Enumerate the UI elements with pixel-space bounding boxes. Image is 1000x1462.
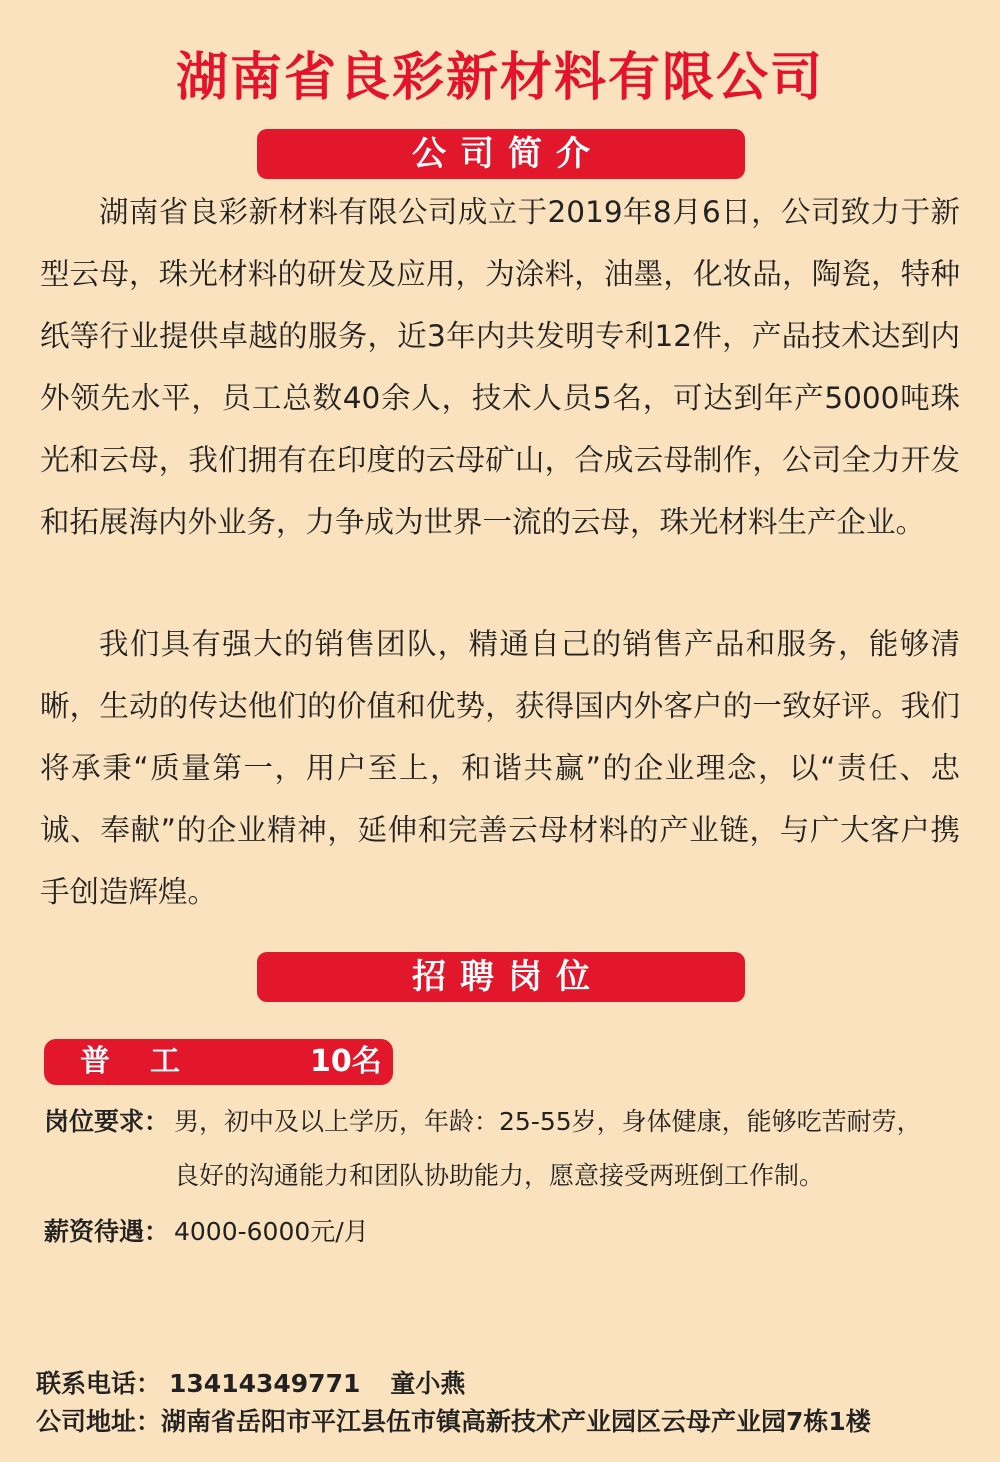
- requirements-line-2: 良好的沟通能力和团队协助能力，愿意接受两班倒工作制。: [174, 1161, 825, 1190]
- company-title: 湖南省良彩新材料有限公司: [175, 48, 824, 108]
- salary-value: 4000-6000元/月: [174, 1217, 369, 1246]
- section-banner-jobs: 招聘岗位: [257, 952, 745, 1002]
- phone-label: 联系电话：: [36, 1369, 162, 1398]
- requirements-label: 岗位要求：: [44, 1107, 170, 1136]
- job-count: 10名: [310, 1044, 382, 1079]
- phone-number[interactable]: 13414349771: [169, 1369, 361, 1398]
- intro-paragraph-1: 湖南省良彩新材料有限公司成立于2019年8月6日，公司致力于新型云母，珠光材料的研发及应用，为涂料，油墨，化妆品，陶瓷，特种纸等行业提供卓越的服务，近3年内共发明专利12件，产品技术达到内外领先水平，员工总数40余人，技术人员5名，可达到年产5000吨珠光和云母，我们拥有在印度的云母矿山，合成云母制作，公司全力开发和拓展海内外业务，力争成为世界一流的云母，珠光材料生产企业。: [40, 195, 960, 539]
- job-title-badge: [44, 1039, 393, 1085]
- address-text: 湖南省岳阳市平江县伍市镇高新技术产业园区云母产业园7栋1楼: [161, 1407, 871, 1436]
- requirements-line-1: 男，初中及以上学历，年龄：25-55岁，身体健康，能够吃苦耐劳，: [174, 1107, 922, 1136]
- intro-paragraph-2: 我们具有强大的销售团队，精通自己的销售产品和服务，能够清晰，生动的传达他们的价值和优势，获得国内外客户的一致好评。我们将承秉“质量第一，用户至上，和谐共赢”的企业理念，以“责任、忠诚、奉献”的企业精神，延伸和完善云母材料的产业链，与广大客户携手创造辉煌。: [40, 627, 960, 909]
- contact-phone-row: [36, 1366, 465, 1402]
- salary-label: 薪资待遇：: [44, 1217, 170, 1246]
- address-label: 公司地址：: [36, 1407, 162, 1436]
- contact-person: 童小燕: [390, 1369, 466, 1398]
- section-banner-intro: 公司简介: [257, 129, 745, 179]
- contact-address-row: [36, 1404, 871, 1440]
- job-title: 普工: [80, 1044, 220, 1079]
